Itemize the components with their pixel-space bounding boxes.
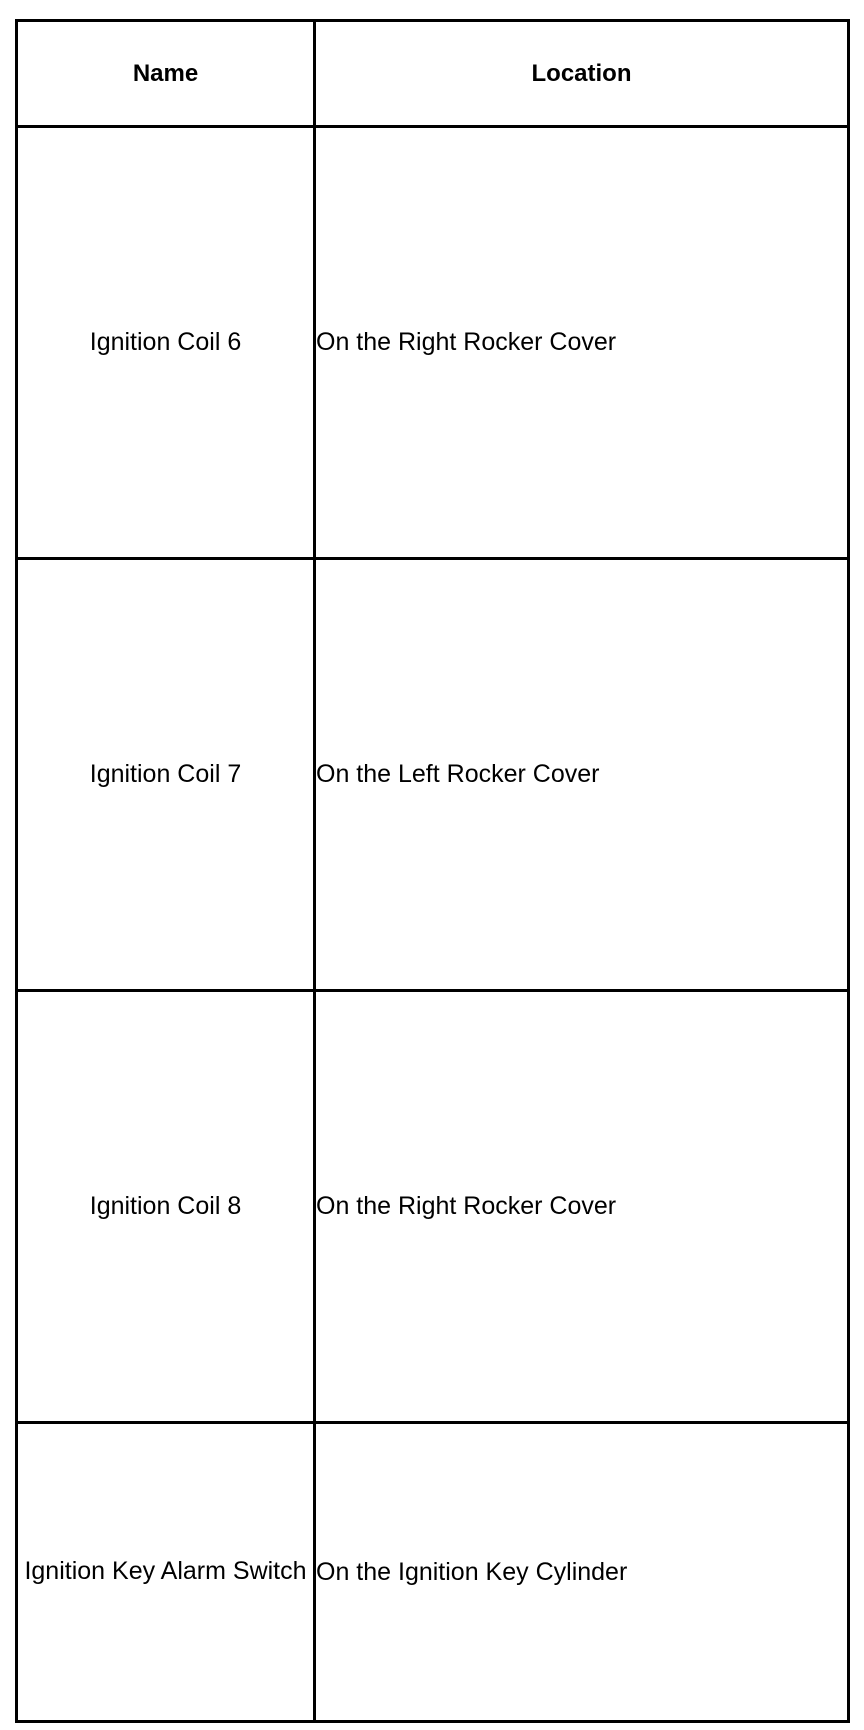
component-name: Ignition Coil 7 — [89, 759, 242, 788]
component-location: On the Ignition Key Cylinder — [316, 1557, 628, 1586]
table-row — [17, 1423, 849, 1722]
component-location-cell — [315, 559, 849, 991]
component-name-cell — [17, 991, 315, 1423]
component-location: On the Left Rocker Cover — [316, 760, 600, 788]
header-row — [17, 21, 849, 127]
component-name-cell — [17, 559, 315, 991]
component-location-cell — [315, 127, 849, 559]
table-body — [17, 127, 849, 1722]
table-row — [17, 559, 849, 991]
component-location-cell — [315, 1423, 849, 1722]
component-name-cell — [17, 127, 315, 559]
component-location-table — [15, 19, 850, 1723]
component-location: On the Right Rocker Cover — [316, 328, 617, 356]
component-name-cell — [17, 1423, 315, 1722]
component-location-cell — [315, 991, 849, 1423]
table-row — [17, 991, 849, 1423]
header-name: Name — [17, 21, 315, 127]
component-name: Ignition Key Alarm Switch — [24, 1557, 307, 1586]
component-name: Ignition Coil 6 — [89, 327, 242, 356]
component-name: Ignition Coil 8 — [89, 1191, 242, 1220]
table-row — [17, 127, 849, 559]
header-location: Location — [315, 21, 849, 127]
component-location: On the Right Rocker Cover — [316, 1192, 617, 1220]
table-header — [17, 21, 849, 127]
